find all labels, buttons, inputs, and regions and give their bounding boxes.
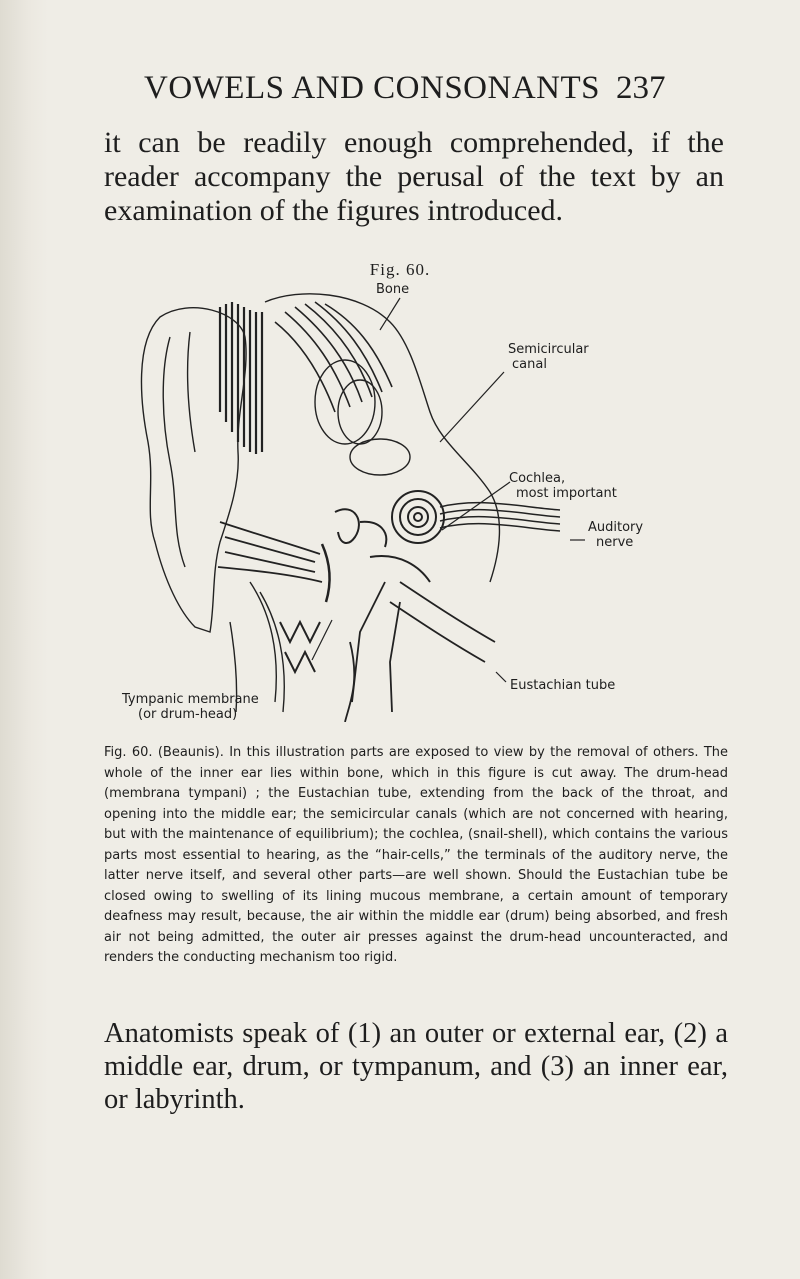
leader-eustachian bbox=[496, 672, 506, 682]
intro-paragraph: it can be readily enough comprehended, if the reader accompany the perusal of the text by an examination of the figures introduced. bbox=[104, 126, 724, 227]
label-cochlea-line1: Cochlea, bbox=[509, 471, 566, 486]
eustachian-tube bbox=[345, 582, 495, 722]
label-tympanic-line2: (or drum-head) bbox=[138, 707, 238, 722]
semicircular-canal-1 bbox=[315, 360, 375, 444]
label-tympanic-line1: Tympanic membrane bbox=[122, 692, 259, 707]
label-bone: Bone bbox=[376, 282, 410, 297]
leader-bone bbox=[380, 298, 400, 330]
running-title: VOWELS AND CONSONANTS bbox=[144, 70, 601, 106]
auricle-outline bbox=[141, 308, 246, 632]
ear-canal bbox=[218, 522, 322, 582]
semicircular-canal-2 bbox=[338, 380, 382, 444]
label-cochlea-line2: most important bbox=[516, 486, 617, 501]
label-auditory-line1: Auditory bbox=[588, 520, 644, 535]
figure-title: Fig. 60. bbox=[369, 260, 431, 279]
leader-tympanic bbox=[312, 620, 332, 660]
leader-semicircular bbox=[440, 372, 504, 442]
label-auditory-line2: nerve bbox=[596, 535, 634, 550]
cochlea-spiral bbox=[392, 491, 444, 543]
label-semicircular-line1: Semicircular bbox=[508, 342, 589, 357]
page-header bbox=[0, 70, 800, 110]
closing-paragraph: Anatomists speak of (1) an outer or external ear, (2) a middle ear, drum, or tympanum, and (3) an inner ear, or labyrinth. bbox=[104, 1018, 728, 1115]
tympanic-membrane bbox=[322, 544, 329, 602]
ear-anatomy-figure bbox=[100, 282, 720, 722]
page-number: 237 bbox=[616, 70, 666, 106]
ear-illustration bbox=[100, 282, 720, 722]
semicircular-canal-3 bbox=[350, 439, 410, 475]
page-edge-shadow bbox=[0, 0, 48, 1279]
figure-caption: Fig. 60. (Beaunis). In this illustration parts are exposed to view by the removal of others. The whole of the inner ear lies within bone, which in this figure is cut away. The drum-head (membrana tympani) ; the Eustachian tube, extending from the back of the throat, and opening into the middle ear; the semicircular canals (which are not concerned with hearing, but with the maintenance of equilibrium); the cochlea, (snail-shell), which contains the various parts most essential to hearing, as the “hair-cells,” the terminals of the auditory nerve, the latter nerve itself, and several other parts—are well shown. Should the Eustachian tube be closed owing to swelling of its lining mucous membrane, a certain amount of temporary deafness may result, because, the air within the middle ear (drum) being absorbed, and fresh air not being admitted, the outer air presses against the drum-head uncounteracted, and renders the conducting mechanism too rigid. bbox=[104, 745, 728, 965]
label-semicircular-line2: canal bbox=[512, 357, 547, 372]
temporal-bone bbox=[265, 294, 499, 582]
label-eustachian-tube: Eustachian tube bbox=[510, 678, 616, 693]
